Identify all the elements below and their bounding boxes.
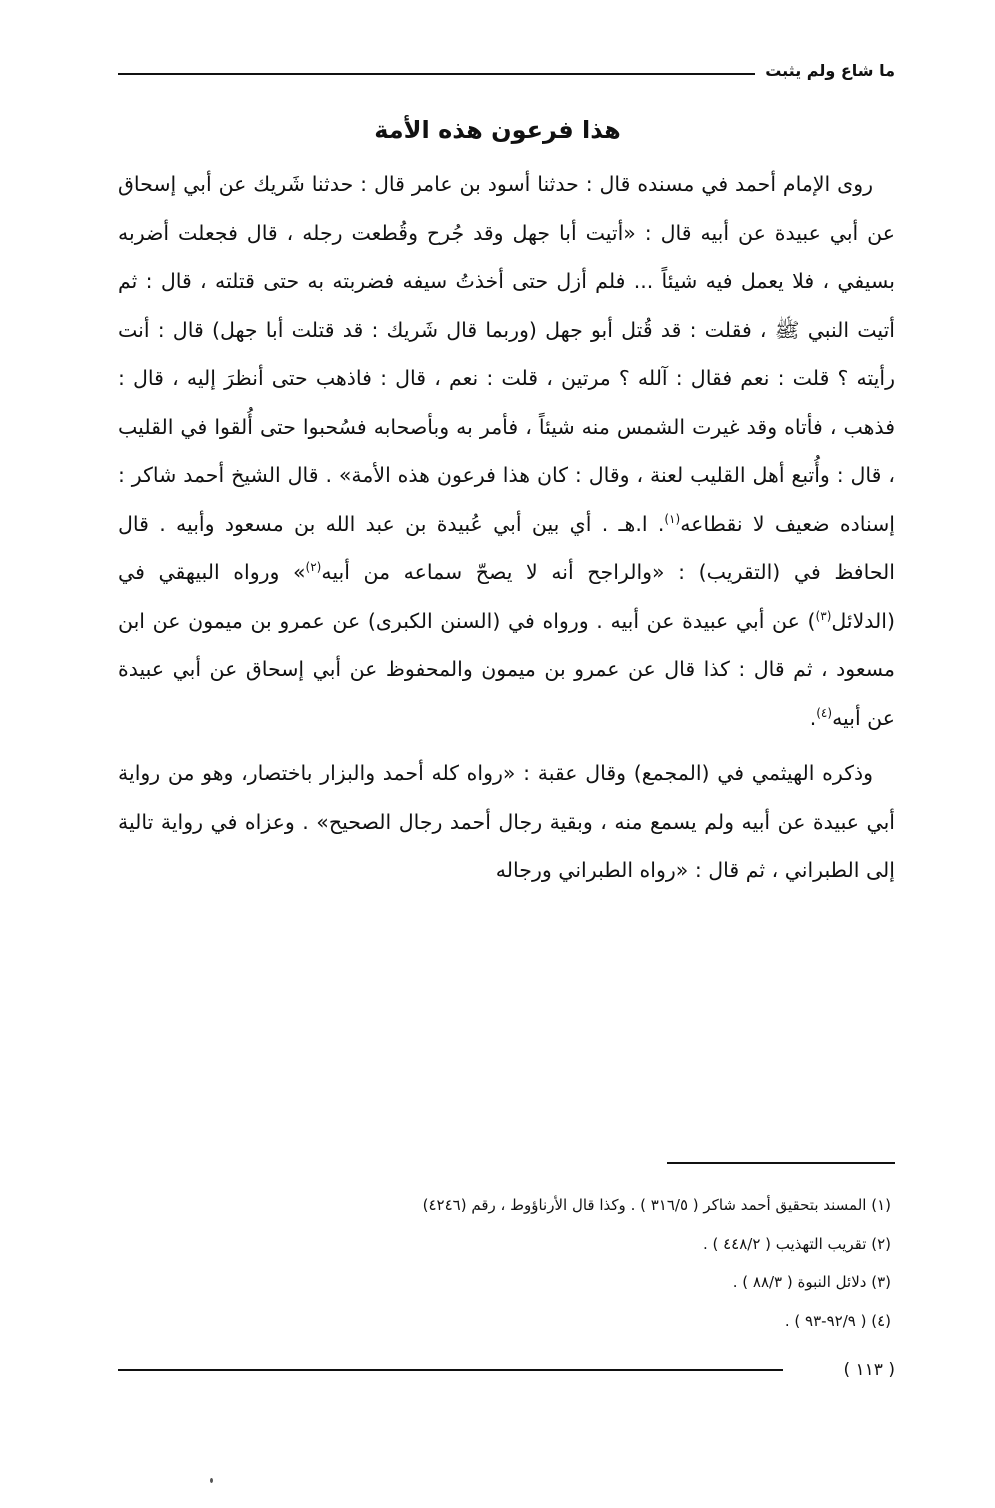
body-paragraph-1 xyxy=(118,160,895,742)
scan-speck xyxy=(210,1478,213,1483)
footnote-separator xyxy=(667,1162,895,1164)
footnote-ref-3: (٣) xyxy=(815,608,832,623)
page-footer xyxy=(118,1356,895,1386)
paragraph-1-part-5: . xyxy=(809,705,817,730)
footnote-1: (١) المسند بتحقيق أحمد شاكر ( ٣١٦/٥ ) . وكذا قال الأرناؤوط ، رقم (٤٢٤٦) xyxy=(422,1196,891,1214)
footer-rule xyxy=(118,1369,783,1371)
footnote-ref-4: (٤) xyxy=(816,705,833,720)
running-header-title: ما شاع ولم يثبت xyxy=(765,61,895,80)
chapter-heading: هذا فرعون هذه الأمة xyxy=(374,116,621,144)
footnote-2: (٢) تقريب التهذيب ( ٤٤٨/٢ ) . xyxy=(702,1234,891,1253)
footnote-ref-1: (١) xyxy=(664,511,681,526)
footnote-ref-2: (٢) xyxy=(305,560,322,575)
paragraph-1-part-2: . ا.هـ . أي بين أبي عُبيدة بن عبد الله بن مسعود وأبيه . قال الحافظ في (التقريب) : «والراجح أنه لا يصحّ سماعه من أبيه xyxy=(118,511,896,584)
footnotes xyxy=(118,1186,891,1340)
paragraph-1-part-4: ) عن أبي عبيدة عن أبيه . ورواه في (السنن الكبرى) عن عمرو بن ميمون عن ابن مسعود ، ثم قال : كذا قال عن عمرو بن ميمون والمحفوظ عن أبي إسحاق عن أبي عبيدة عن أبيه xyxy=(118,608,895,730)
paragraph-1-part-3: » ورواه البيهقي في (الدلائل xyxy=(118,560,895,633)
header-rule xyxy=(118,73,755,75)
body-text xyxy=(118,160,895,895)
body-paragraph-2: وذكره الهيثمي في (المجمع) وقال عقبة : «رواه كله أحمد والبزار باختصار، وهو من رواية أبي عبيدة عن أبيه ولم يسمع منه ، وبقية رجال أحمد رجال الصحيح» . وعزاه في رواية تالية إلى الطبراني ، ثم قال : «رواه الطبراني ورجاله xyxy=(118,761,895,882)
running-header xyxy=(118,56,895,90)
footnote-3: (٣) دلائل النبوة ( ٨٨/٣ ) . xyxy=(732,1273,891,1291)
footnote-4: (٤) ( ٩٢/٩-٩٣ ) . xyxy=(784,1311,891,1330)
paragraph-1-part-1: روى الإمام أحمد في مسنده قال : حدثنا أسود بن عامر قال : حدثنا شَريك عن أبي إسحاق عن أبي عبيدة عن أبيه قال : «أتيت أبا جهل وقد جُرح وقُطعت رجله ، قال فجعلت أضربه بسيفي ، فلا يعمل فيه شيئاً ... فلم أزل حتى أخذتُ سيفه فضربته به حتى قتلته ، قال : ثم أتيت النبي ﷺ ، فقلت : قد قُتل أبو جهل (وربما قال شَريك : قد قتلت أبا جهل) قال : أنت رأيته ؟ قلت : نعم فقال : آلله ؟ مرتين ، قلت : نعم ، قال : فاذهب حتى أنظرَ إليه ، قال : فذهب ، فأتاه وقد غيرت الشمس منه شيئاً ، فأمر به وبأصحابه فسُحبوا حتى أُلقوا في القليب ، قال : وأُتبع أهل القليب لعنة ، وقال : كان هذا فرعون هذه الأمة» . قال الشيخ أحمد شاكر : إسناده ضعيف لا نقطاعه xyxy=(118,172,896,536)
page-number: ( ١١٣ ) xyxy=(843,1360,895,1380)
